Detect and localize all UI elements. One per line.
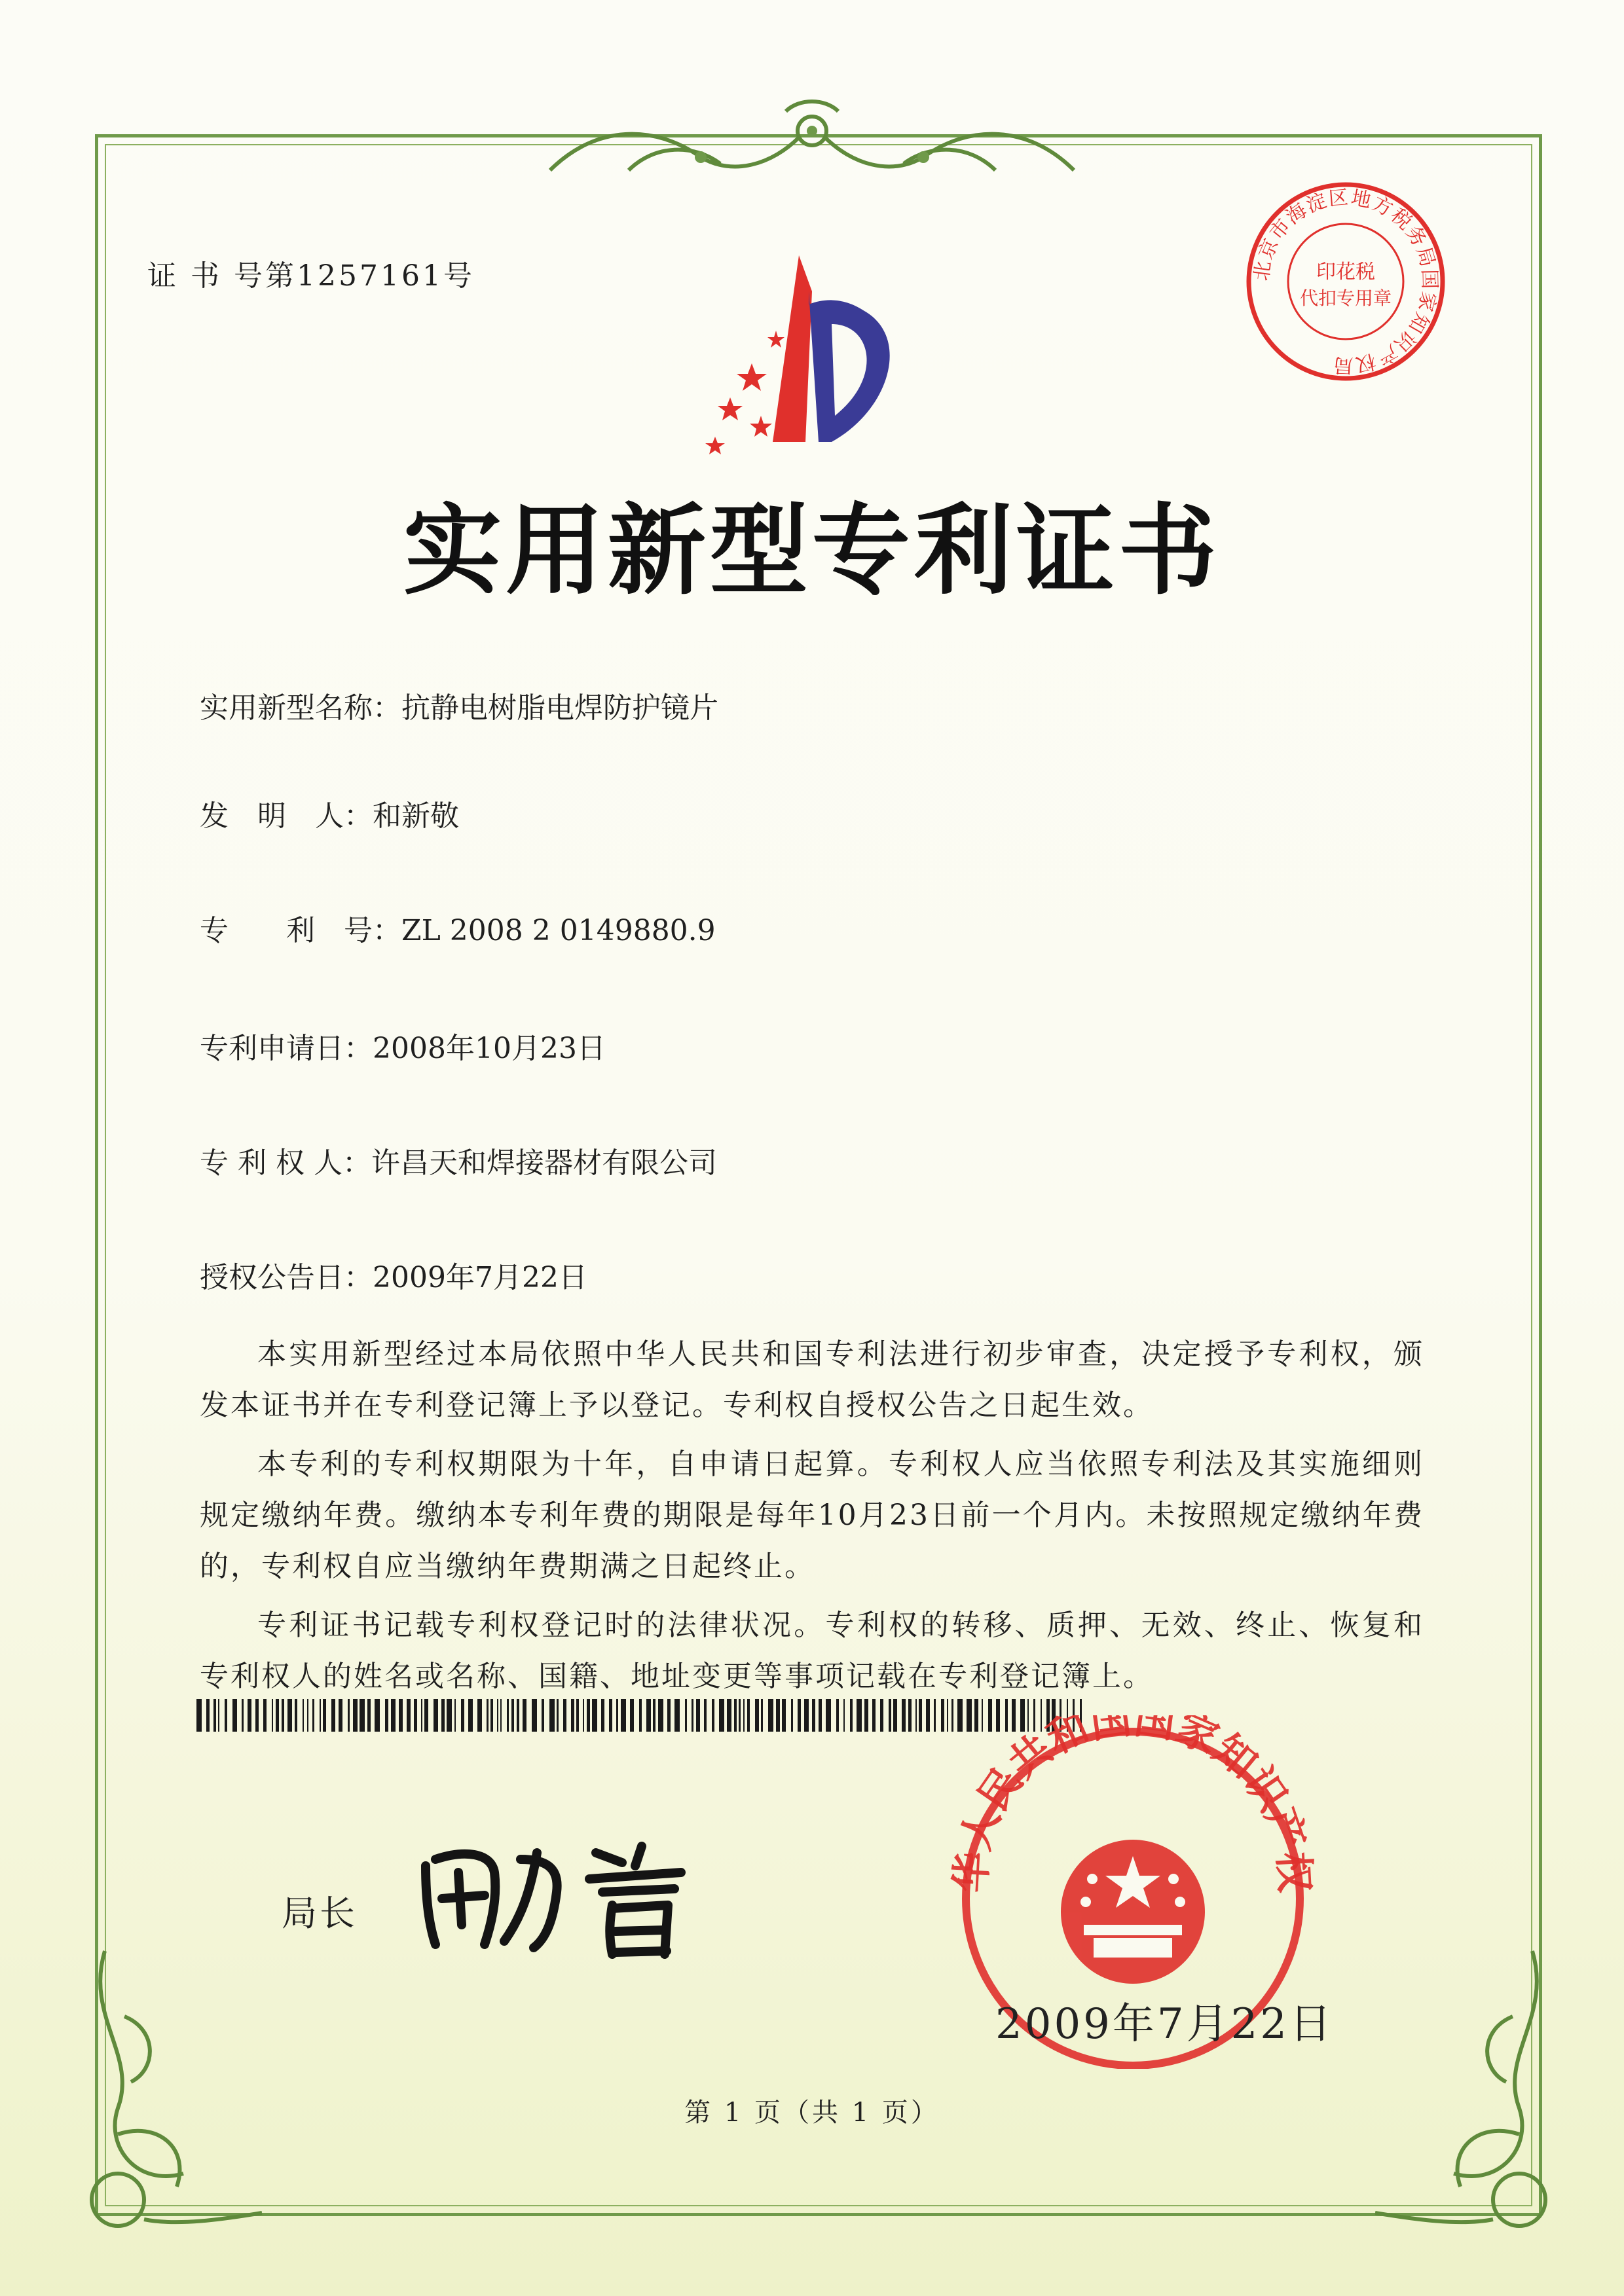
barcode-bar [609, 1699, 612, 1732]
body-paragraph-2: 本专利的专利权期限为十年，自申请日起算。专利权人应当依照专利法及其实施细则规定缴纳年费。缴纳本专利年费的期限是每年10月23日前一个月内。未按照规定缴纳年费的，专利权自应当缴纳年费期满之日起终止。 [200, 1448, 1424, 1583]
barcode-bar [549, 1699, 555, 1732]
barcode-bar [360, 1699, 365, 1732]
barcode-bar [836, 1699, 839, 1732]
seal-text: 华人民共和国国家知识产权 [946, 1715, 1320, 1894]
barcode-bar [658, 1699, 663, 1732]
barcode-bar [592, 1699, 597, 1732]
barcode-bar [685, 1699, 687, 1732]
barcode-bar [532, 1699, 537, 1732]
certificate-number-prefix: 证 书 号第 [147, 259, 297, 293]
barcode-bar [755, 1699, 759, 1732]
issue-date: 2009年7月22日 [995, 2000, 1335, 2049]
barcode-bar [776, 1699, 780, 1732]
national-emblem-icon [1061, 1840, 1205, 1984]
barcode-bar [646, 1699, 651, 1732]
field-value: 抗静电树脂电焊防护镜片 [401, 691, 718, 725]
barcode-bar [864, 1699, 868, 1732]
barcode-bar [667, 1699, 671, 1732]
barcode-bar [461, 1699, 464, 1732]
barcode-bar [576, 1699, 579, 1732]
barcode-bar [739, 1699, 741, 1732]
barcode-bar [915, 1699, 917, 1732]
barcode-bar [542, 1699, 544, 1732]
barcode-bar [353, 1699, 358, 1732]
barcode-bar [791, 1699, 793, 1732]
certificate-number-suffix: 号 [443, 259, 475, 293]
barcode-bar [407, 1699, 411, 1732]
barcode-bar [653, 1699, 655, 1732]
barcode-bar [331, 1699, 335, 1732]
tax-stamp-ring-text: 北京市海淀区地方税务局国家知识产权局 [1250, 186, 1441, 377]
barcode-bar [348, 1699, 350, 1732]
barcode-bar [242, 1699, 244, 1732]
top-ornament [537, 98, 1087, 190]
barcode-bar [225, 1699, 227, 1732]
barcode-bar [272, 1699, 273, 1732]
field-value: 和新敬 [373, 799, 459, 833]
barcode-bar [630, 1699, 634, 1732]
barcode-bar [889, 1699, 891, 1732]
barcode-bar [232, 1699, 237, 1732]
barcode-bar [295, 1699, 297, 1732]
certificate-title: 实用新型专利证书 [403, 493, 1221, 608]
barcode-bar [312, 1699, 314, 1732]
barcode-bar [255, 1699, 259, 1732]
barcode-bar [893, 1699, 897, 1732]
barcode-bar [621, 1699, 626, 1732]
certificate-number [147, 252, 475, 294]
barcode-bar [712, 1699, 714, 1732]
barcode-bar [812, 1699, 815, 1732]
field-value: ZL 2008 2 0149880.9 [401, 914, 716, 947]
field-grant-announcement-date [200, 1254, 587, 1296]
barcode-bar [926, 1699, 930, 1732]
field-label: 实用新型名称： [200, 691, 401, 725]
barcode-bar [248, 1699, 251, 1732]
barcode-bar [490, 1699, 493, 1732]
barcode-bar [320, 1699, 321, 1732]
field-value: 2008年10月23日 [373, 1032, 606, 1065]
barcode-bar [500, 1699, 502, 1732]
field-label: 专利申请日： [200, 1032, 373, 1065]
cnipa-logo [674, 252, 936, 462]
certificate-number-value: 1257161 [296, 259, 443, 293]
barcode-bar [696, 1699, 700, 1732]
barcode-bar [747, 1699, 750, 1732]
barcode-bar [323, 1699, 326, 1732]
barcode-bar [477, 1699, 482, 1732]
barcode-bar [303, 1699, 304, 1732]
director-label: 局长 [282, 1893, 358, 1934]
barcode-bar [727, 1699, 731, 1732]
field-application-date [200, 1025, 606, 1066]
barcode-bar [872, 1699, 876, 1732]
page-footer: 第 1 页（共 1 页） [684, 2098, 940, 2128]
barcode-bar [734, 1699, 737, 1732]
barcode-bar [497, 1699, 498, 1732]
barcode-bar [804, 1699, 809, 1732]
field-inventor [200, 792, 459, 834]
barcode-bar [798, 1699, 801, 1732]
certificate-body [200, 1329, 1424, 1710]
field-patent-number [200, 907, 716, 949]
barcode-bar [743, 1699, 745, 1732]
barcode-bar [571, 1699, 574, 1732]
field-label: 专 利 号： [200, 914, 401, 947]
barcode-bar [934, 1699, 936, 1732]
barcode-bar [639, 1699, 642, 1732]
director-signature [406, 1813, 733, 1971]
barcode-bar [674, 1699, 680, 1732]
barcode-bar [441, 1699, 445, 1732]
barcode-bar [385, 1699, 388, 1732]
barcode-bar [424, 1699, 428, 1732]
barcode-bar [454, 1699, 456, 1732]
barcode-bar [826, 1699, 831, 1732]
barcode-bar [523, 1699, 526, 1732]
barcode-bar [339, 1699, 342, 1732]
field-value: 2009年7月22日 [373, 1261, 587, 1294]
barcode-bar [583, 1699, 584, 1732]
tax-stamp [1244, 180, 1447, 386]
barcode-bar [399, 1699, 403, 1732]
barcode-bar [908, 1699, 912, 1732]
barcode-bar [563, 1699, 566, 1732]
field-patentee [200, 1139, 717, 1181]
tax-stamp-line1: 印花税 [1316, 261, 1375, 283]
barcode-bar [880, 1699, 883, 1732]
barcode-bar [587, 1699, 590, 1732]
barcode-bar [902, 1699, 906, 1732]
barcode-bar [782, 1699, 786, 1732]
barcode-bar [857, 1699, 862, 1732]
barcode-bar [511, 1699, 514, 1732]
barcode-bar [692, 1699, 693, 1732]
barcode-bar [919, 1699, 922, 1732]
barcode-bar [819, 1699, 822, 1732]
field-utility-model-name [200, 684, 718, 726]
barcode-bar [850, 1699, 853, 1732]
barcode-bar [517, 1699, 519, 1732]
barcode-bar [468, 1699, 473, 1732]
barcode-bar [263, 1699, 267, 1732]
barcode-bar [843, 1699, 845, 1732]
barcode-bar [761, 1699, 763, 1732]
barcode-bar [487, 1699, 489, 1732]
barcode-bar [206, 1699, 210, 1732]
tax-stamp-line2: 代扣专用章 [1299, 287, 1392, 309]
field-label: 发 明 人： [200, 799, 373, 833]
barcode-bar [704, 1699, 707, 1732]
field-value: 许昌天和焊接器材有限公司 [371, 1146, 717, 1180]
barcode-bar [307, 1699, 308, 1732]
barcode-bar [421, 1699, 422, 1732]
barcode-bar [287, 1699, 292, 1732]
field-label: 授权公告日： [200, 1261, 373, 1294]
barcode-bar [434, 1699, 438, 1732]
barcode-bar [768, 1699, 773, 1732]
barcode-bar [218, 1699, 219, 1732]
barcode-bar [213, 1699, 216, 1732]
barcode-bar [616, 1699, 618, 1732]
barcode-bar [196, 1699, 202, 1732]
body-paragraph-3: 专利证书记载专利权登记时的法律状况。专利权的转移、质押、无效、终止、恢复和专利权人的姓名或名称、国籍、地址变更等事项记载在专利登记簿上。 [200, 1609, 1424, 1693]
barcode-bar [276, 1699, 279, 1732]
barcode-bar [719, 1699, 724, 1732]
barcode-bar [507, 1699, 509, 1732]
barcode-bar [375, 1699, 380, 1732]
barcode-bar [367, 1699, 371, 1732]
body-paragraph-1: 本实用新型经过本局依照中华人民共和国专利法进行初步审查，决定授予专利权，颁发本证书并在专利登记簿上予以登记。专利权自授权公告之日起生效。 [200, 1338, 1424, 1422]
barcode-bar [557, 1699, 559, 1732]
barcode-bar [601, 1699, 604, 1732]
field-label: 专 利 权 人： [200, 1146, 371, 1180]
barcode-bar [282, 1699, 284, 1732]
barcode-bar [391, 1699, 396, 1732]
barcode-bar [414, 1699, 417, 1732]
barcode-bar [447, 1699, 452, 1732]
